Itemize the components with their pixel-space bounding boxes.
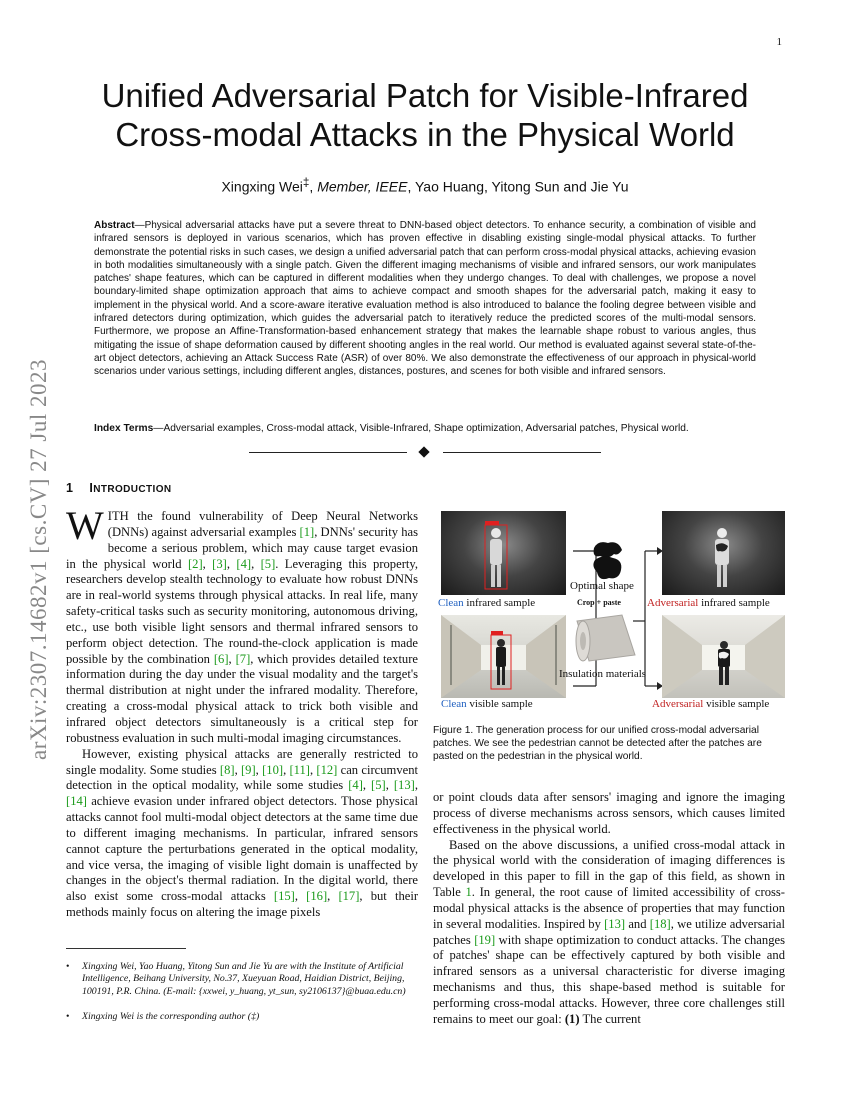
body-text: and xyxy=(625,916,650,931)
visible-sample-text: visible sample xyxy=(703,698,770,710)
adversarial-infrared-label xyxy=(647,597,770,609)
crop-paste-label: Crop + paste xyxy=(577,598,621,607)
figure-1 xyxy=(433,506,785,710)
clean-visible-scene xyxy=(441,615,566,698)
clean-infrared-label xyxy=(438,597,535,609)
body-text: , xyxy=(202,556,213,571)
adversarial-word: Adversarial xyxy=(647,597,699,609)
citation-link[interactable]: [12] xyxy=(316,762,338,777)
clean-visible-image xyxy=(441,615,566,698)
citation-link[interactable]: [16] xyxy=(306,889,328,904)
clean-infrared-figure xyxy=(441,511,566,595)
footnote-bullet: • xyxy=(66,1011,70,1022)
citation-link[interactable]: [13] xyxy=(604,916,626,931)
intro-paragraph-2 xyxy=(66,747,418,921)
citation-link[interactable]: [17] xyxy=(338,889,360,904)
author-rest: , Yao Huang, Yitong Sun and Jie Yu xyxy=(407,178,629,195)
citation-link[interactable]: [3] xyxy=(212,556,227,571)
infrared-sample-text: infrared sample xyxy=(698,597,770,609)
optimal-shape-label: Optimal shape xyxy=(570,580,634,592)
clean-word: Clean xyxy=(441,698,467,710)
clean-infrared-image xyxy=(441,511,566,595)
citation-link[interactable]: [18] xyxy=(649,916,671,931)
insulation-materials-label: Insulation materials xyxy=(559,668,647,680)
footnote-text: Xingxing Wei, Yao Huang, Yitong Sun and Jie Yu are with the Institute of Artificial Intelligence, Beihang University, No.37, Xueyuan Road, Haidian District, Beijing, 100191, P.R. China. (E-mail: {xxwei, y_huang, yt_sun, sy2106137}@buaa.edu.cn) xyxy=(82,961,406,997)
body-text: . In general, the root cause of limited accessibility of cross-modal physical attacks is the absence of properties that may function in several modalities. Inspired by xyxy=(433,885,786,931)
intro-p1-body xyxy=(66,503,419,745)
citation-link[interactable]: [1] xyxy=(299,524,315,539)
adversarial-infrared-figure xyxy=(662,511,785,595)
citation-link[interactable]: [10] xyxy=(262,762,284,777)
challenge-marker: (1) xyxy=(564,1011,580,1026)
body-text: , xyxy=(327,889,339,904)
section-title-rest: NTRODUCTION xyxy=(93,484,172,495)
body-text: , xyxy=(385,778,394,793)
citation-link[interactable]: [14] xyxy=(66,794,87,809)
citation-link[interactable]: [7] xyxy=(235,651,251,666)
body-text: , xyxy=(251,556,261,571)
abstract xyxy=(94,219,756,379)
paper-title xyxy=(60,76,790,154)
left-column xyxy=(66,503,419,921)
footnote-corresponding xyxy=(66,1011,418,1023)
intro-paragraph-1 xyxy=(66,503,419,747)
citation-link[interactable]: [4] xyxy=(236,556,252,571)
adversarial-infrared-image xyxy=(662,511,785,595)
title-line-2: Cross-modal Attacks in the Physical World xyxy=(115,116,735,153)
author-mark: ‡ xyxy=(302,176,310,189)
figure-caption: Figure 1. The generation process for our unified cross-modal adversarial patches. We see the pedestrian cannot be detected after the patches are pasted on the pedestrian in the physical world. xyxy=(433,725,762,762)
index-terms xyxy=(94,423,756,434)
body-text: or point clouds data after sensors' imaging and ignore the imaging process of diverse mechanisms across sensors, which causes limited effectiveness in the physical world. xyxy=(433,790,785,836)
index-terms-text: —Adversarial examples, Cross-modal attack, Visible-Infrared, Shape optimization, Adversarial patches, Physical world. xyxy=(153,423,689,434)
section-title-first: I xyxy=(89,481,94,495)
body-text: , which provides detailed texture information during the day under the visual modality and the target's thermal distribution at night under the infrared modality. Therefore, creating a cross-modal physical attack to trick both visible and infrared object detectors simultaneously is a critical step for robustness evaluation in such multi-modal imaging circumstances. xyxy=(66,651,419,745)
body-text: Based on the above discussions, a unified cross-modal attack in the physical world with the consideration of imaging differences is developed in this paper to fill in the gap of this field, as shown in Table xyxy=(433,837,785,900)
right-paragraph-2 xyxy=(433,838,785,1028)
section-divider xyxy=(249,448,601,458)
footnote-bullet: • xyxy=(66,961,70,972)
citation-link[interactable]: [8] xyxy=(219,762,235,777)
body-text: , xyxy=(234,762,241,777)
body-text: with shape optimization to conduct attacks. The changes of patches' shape can be effectively captured by both visible and infrared sensors as a universal characteristic for diverse imaging mechanisms and thus, this shape-based method is suitable for performing cross-modal attacks. However, three core challenges still remains to meet our goal: xyxy=(433,932,785,1026)
title-line-1: Unified Adversarial Patch for Visible-Infrared xyxy=(101,77,749,114)
divider-line-right xyxy=(443,452,601,453)
citation-link[interactable]: [15] xyxy=(273,889,295,904)
citation-link[interactable]: [6] xyxy=(213,651,229,666)
right-column xyxy=(433,790,785,1028)
section-number: 1 xyxy=(66,481,74,495)
adversarial-visible-image xyxy=(662,615,785,698)
adversarial-visible-scene xyxy=(662,615,785,698)
body-text: , xyxy=(362,778,372,793)
visible-sample-text: visible sample xyxy=(466,698,533,710)
body-text: can circumvent detection in the optical modality, while some studies xyxy=(66,762,419,793)
body-text: , DNNs' security has become a serious problem, which may cause target evasion in the physical world xyxy=(66,524,419,571)
author-line: Xingxing Wei‡, Member, IEEE, Yao Huang, Yitong Sun and Jie Yu xyxy=(221,176,629,195)
divider-line-left xyxy=(249,452,407,453)
drop-cap: W xyxy=(66,503,104,548)
right-paragraph-1 xyxy=(433,790,785,838)
body-text: , xyxy=(226,556,237,571)
body-text: , xyxy=(294,889,307,904)
clean-visible-label xyxy=(441,698,533,710)
author-member: Member, IEEE xyxy=(317,178,408,195)
citation-link[interactable]: [4] xyxy=(348,778,363,793)
clean-word: Clean xyxy=(438,597,464,609)
page-number: 1 xyxy=(776,36,782,48)
body-text: However, existing physical attacks are generally restricted to single modality. Some studies xyxy=(66,746,418,777)
citation-link[interactable]: [13] xyxy=(393,778,415,793)
footnote-rule xyxy=(66,948,186,949)
adversarial-word: Adversarial xyxy=(652,698,704,710)
body-text: achieve evasion under infrared object detectors. Those physical attacks cannot fool multi-modal object detectors at the same time due to different imaging mechanisms. In particular, infrared sensors cannot capture the perturbations generated in the optical modality, and vice versa, the imaging of visible light domain is unaffected by changes in the object's thermal radiation. In the digital world, there also exist some cross-modal attacks xyxy=(66,794,418,904)
abstract-label: Abstract xyxy=(94,220,135,231)
diamond-icon xyxy=(418,446,429,457)
body-text: , xyxy=(283,762,290,777)
citation-link[interactable]: [19] xyxy=(474,932,496,947)
body-text: . Leveraging this property, researchers develop stealth technology to evaluate how robust DNNs are in real-world systems through physical attacks. In real life, many safety-critical tasks such as security monitoring, autonomous driving, etc., use both visible light sensors and thermal infrared sensors to perform object detection. The round-the-clock application is made possible by the combination xyxy=(66,556,419,666)
body-text: ITH the found vulnerability of Deep Neural Networks (DNNs) against adversarial examples xyxy=(107,509,418,539)
abstract-text: —Physical adversarial attacks have put a severe threat to DNN-based object detectors. To enhance security, a combination of visible and infrared sensors is deployed in various scenarios, which has proven effective in disabling existing single-modal physical attacks. To further demonstrate the potential risks in such cases, we design a unified adversarial patch that can perform cross-modal physical attacks, achieving evasion in both modalities simultaneously with a single patch. Given the different imaging mechanisms of visible and infrared sensors, our work manipulates patches' shape features, which can be captured in different modalities when they undergo changes. To deal with challenges, we propose a novel boundary-limited shape optimization approach that aims to achieve compact and smooth shapes for the adversarial patch, making it easy to implement in the physical world. And a score-aware iterative evaluation method is also introduced to balance the fooling degree between visible and infrared detectors during optimization, which guides the adversarial patch to iteratively reduce the predicted scores of the multi-modal sensors. Furthermore, we propose an Affine-Transformation-based enhancement strategy that makes the learnable shape robust to various angles, thus mitigating the issue of shape deformation caused by different shooting angles in the real world. Our method is evaluated against several state-of-the-art object detectors, achieving an Attack Success Rate (ASR) of over 80%. We also demonstrate the effectiveness of our approach in physical-world scenarios under various settings, including different angles, distances, postures, and scenes for both visible and infrared sensors. xyxy=(94,220,756,378)
citation-link[interactable]: [5] xyxy=(371,778,386,793)
body-text: , xyxy=(228,651,236,666)
figure-arrows-right xyxy=(633,526,663,706)
body-text: , xyxy=(255,762,263,777)
index-terms-label: Index Terms xyxy=(94,423,154,434)
body-text: , xyxy=(309,762,317,777)
citation-link[interactable]: [11] xyxy=(289,762,310,777)
citation-link[interactable]: [9] xyxy=(240,762,256,777)
body-text: , but their methods mainly focus on altering the image pixels xyxy=(66,889,419,920)
body-text: , we utilize adversarial patches xyxy=(433,916,785,947)
arxiv-stamp: arXiv:2307.14682v1 [cs.CV] 27 Jul 2023 xyxy=(26,358,51,760)
footnote-affiliation xyxy=(66,961,418,998)
infrared-sample-text: infrared sample xyxy=(463,597,536,609)
adversarial-visible-label xyxy=(652,698,769,710)
citation-link[interactable]: [2] xyxy=(187,556,203,571)
citation-link[interactable]: 1 xyxy=(465,885,472,900)
body-text: The current xyxy=(579,1011,641,1026)
section-heading xyxy=(66,481,172,495)
citation-link[interactable]: [5] xyxy=(260,556,276,571)
body-text: , xyxy=(414,778,418,793)
author-first: Xingxing Wei xyxy=(221,178,303,195)
footnote-text: Xingxing Wei is the corresponding author (‡) xyxy=(82,1011,260,1022)
